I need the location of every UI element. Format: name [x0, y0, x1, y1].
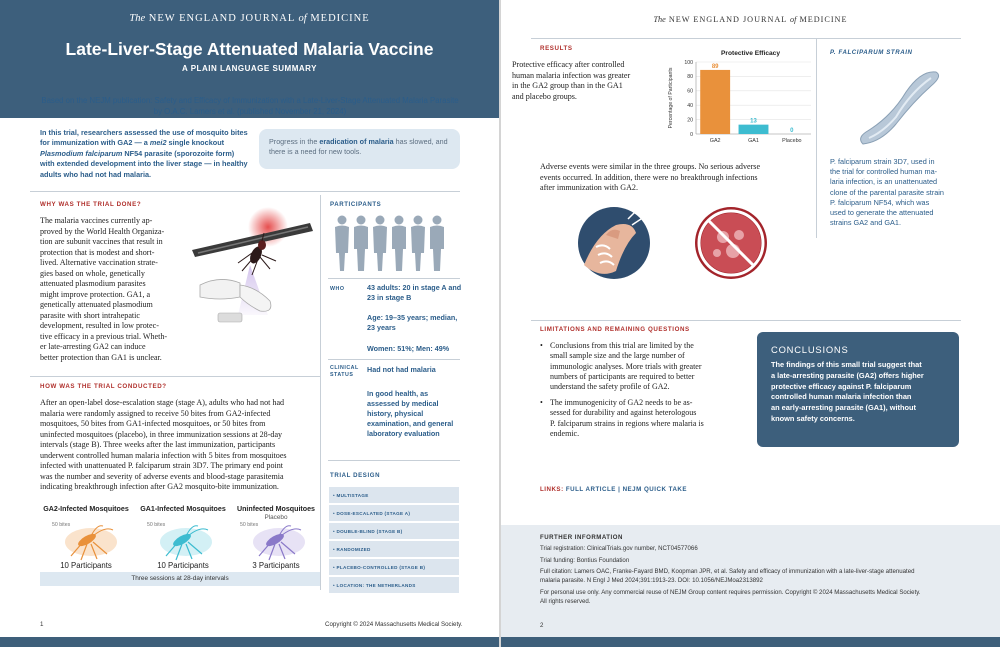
based-on-publication: Based on the NEJM publication: Safety and Efficacy of Immunization with a Late-Liver-Stage Attenuated Malaria Parasite by O.A.C. Lamers et al. (published November 21, 2024) — [41, 96, 459, 116]
placebo-bites: 50 bites — [240, 522, 259, 528]
design-item: • LOCATION: THE NETHERLANDS — [329, 577, 459, 594]
ga1-mosquito-icon — [150, 522, 220, 562]
chart-y-tick-label: 40 — [687, 103, 693, 109]
how-text: After an open-label dose-escalation stage (stage A), adults who had not had malaria were randomly assigned to receive 50 bites from GA2-infected mosquitoes, 50 bites from GA1-infected mosquitoes, or 50 bites from uninfected mosquitoes (placebo), in three immunization sessions at 28-day intervals (stage B). Three weeks after the last immunization, participants underwent controlled human malaria infection with 5 bites from mosquitoes infected with unattenuated P. falciparum strain 3D7. The primary end point was the number and severity of adverse events and blood-stage parasitemia indicating breakthrough infection after GA2 mosquito-bite immunization. — [40, 398, 287, 491]
arm-scratch-illustration — [576, 205, 652, 281]
ga2-count: 10 Participants — [60, 561, 112, 570]
design-item: • DOSE-ESCALATED (STAGE A) — [329, 505, 459, 522]
journal-masthead: The NEW ENGLAND JOURNAL of MEDICINE — [653, 15, 848, 24]
limitations-heading: LIMITATIONS AND REMAINING QUESTIONS — [540, 326, 690, 333]
ga1-bites: 50 bites — [147, 522, 166, 528]
links-bar: LINKS: FULL ARTICLE | NEJM QUICK TAKE — [540, 486, 688, 493]
page-2 — [501, 0, 1000, 647]
mosquito-bite-illustration — [190, 205, 320, 335]
ga2-mosquito-icon — [55, 522, 125, 562]
group-placebo-title: Uninfected Mosquitoes — [236, 505, 316, 513]
divider — [531, 38, 961, 39]
how-heading: HOW WAS THE TRIAL CONDUCTED? — [40, 383, 167, 390]
chart-bar-ga2 — [700, 70, 730, 134]
participants-heading: PARTICIPANTS — [330, 201, 382, 208]
divider — [328, 359, 460, 360]
page-bottom-band — [0, 637, 499, 647]
chart-x-tick-label: GA1 — [748, 138, 759, 144]
why-heading: WHY WAS THE TRIAL DONE? — [40, 201, 142, 208]
conclusions-text: The findings of this small trial suggest that a late-arresting parasite (GA2) offers higher protective efficacy against P. falciparum controlled human malaria infection than an early-arresting parasite (GA1), without known safety concerns. — [771, 360, 924, 423]
results-text: Protective efficacy after controlled human malaria infection was greater in the GA2 group than in the GA1 and placebo groups. — [512, 60, 631, 101]
copyright: Copyright © 2024 Massachusetts Medical Society. — [325, 621, 463, 628]
page-number: 1 — [40, 621, 44, 628]
chart-data-label: 0 — [790, 128, 794, 134]
trial-design-heading: TRIAL DESIGN — [330, 472, 381, 479]
who-label: WHO — [330, 286, 345, 292]
divider — [30, 191, 460, 192]
page-subtitle: A PLAIN LANGUAGE SUMMARY — [182, 64, 317, 73]
design-item: • DOUBLE-BLIND (STAGE B) — [329, 523, 459, 540]
chart-data-label: 89 — [711, 63, 719, 70]
why-text: The malaria vaccines currently ap- proved by the World Health Organiza- tion are subunit vaccines that result in protection that is modest and short- lived. Alternative vaccination strate- gies based on whole, genetically attenuated plasmodium parasites might improve protection. GA1, a genetically attenuated plasmodium parasite with short intrahepatic development, resulted in low protec- tive efficacy in a previous trial. Wheth- er late-arresting GA2 can induce better protection than GA1 is unclear. — [40, 216, 168, 362]
sessions-banner: Three sessions at 28-day intervals — [40, 572, 320, 586]
intro-summary: In this trial, researchers assessed the use of mosquito bites for immunization with GA2 — a mei2 single knockout Plasmodium falciparum NF54 parasite (sporozoite form) with extended development into the liver stage — in healthy adults who had not had malaria. — [40, 128, 248, 179]
column-divider — [816, 38, 817, 238]
trial-funding: Trial funding: Bontius Foundation — [540, 557, 630, 564]
chart-bar-ga1 — [739, 125, 769, 134]
ga1-count: 10 Participants — [157, 561, 209, 570]
results-heading: RESULTS — [540, 45, 573, 52]
strain-text: P. falciparum strain 3D7, used in the trial for controlled human ma- laria infection, is an unattenuated clone of the parental parasite strain P. falciparum NF54, which was used to generate the attenuated strains GA2 and GA1. — [830, 157, 944, 228]
page-number: 2 — [540, 622, 544, 629]
design-item: • PLACEBO-CONTROLLED (STAGE B) — [329, 559, 459, 576]
chart-y-tick-label: 20 — [687, 117, 693, 124]
participants-figures-icon — [330, 213, 460, 273]
journal-masthead: The NEW ENGLAND JOURNAL of MEDICINE — [129, 13, 370, 24]
chart-x-tick-label: GA2 — [709, 138, 721, 144]
clinical-status-2: In good health, as assessed by medical history, physical examination, and general laboratory evaluation — [367, 389, 454, 438]
page-title: Late-Liver-Stage Attenuated Malaria Vaccine — [65, 39, 434, 59]
who-sex: Women: 51%; Men: 49% — [367, 344, 450, 353]
clinical-status-1: Had not had malaria — [367, 365, 436, 374]
group-placebo-sub: Placebo — [264, 514, 288, 521]
page-bottom-band — [501, 637, 1000, 647]
chart-y-tick-label: 100 — [684, 59, 693, 66]
placebo-mosquito-icon — [243, 522, 313, 562]
parasite-illustration — [851, 62, 946, 152]
column-divider — [320, 195, 321, 590]
trial-registration: Trial registration: ClinicalTrials.gov number, NCT04577066 — [540, 545, 698, 552]
chart-y-tick-label: 0 — [690, 131, 693, 138]
adverse-events-text: Adverse events were similar in the three groups. No serious adverse events occurred. In addition, there were no breakthrough infections after immunization with GA2. — [540, 162, 761, 192]
full-article-link[interactable]: FULL ARTICLE — [565, 486, 616, 493]
eradication-callout: Progress in the eradication of malaria has slowed, and there is a need for new tools. — [259, 129, 460, 169]
chart-x-tick-label: Placebo — [782, 138, 802, 144]
clinical-status-label: CLINICAL STATUS — [330, 365, 359, 378]
limitation-2: • The immunogenicity of GA2 needs to be as- sessed for durability and against heterologous P. falciparum strains in regions where malaria is endemic. — [550, 398, 750, 439]
protective-efficacy-chart — [666, 58, 816, 150]
who-age: Age: 19–35 years; median, 23 years — [367, 313, 458, 332]
ga2-bites: 50 bites — [52, 522, 71, 528]
conclusions-box — [757, 332, 959, 447]
further-information-panel — [501, 525, 1000, 647]
further-heading: FURTHER INFORMATION — [540, 534, 623, 541]
design-item: • MULTISTAGE — [329, 487, 459, 504]
page-1 — [0, 0, 499, 647]
group-ga1-title: GA1-Infected Mosquitoes — [140, 505, 226, 513]
personal-use-note: For personal use only. Any commercial reuse of NEJM Group content requires permission. Copyright © 2024 Massachusetts Medical Society. All rights reserved. — [540, 589, 921, 605]
chart-y-tick-label: 60 — [687, 88, 693, 95]
quick-take-link[interactable]: NEJM QUICK TAKE — [622, 486, 688, 493]
divider — [30, 376, 320, 377]
full-citation: Full citation: Lamers OAC, Franke-Fayard BMD, Koopman JPR, et al. Safety and efficacy of immunization with a late-liver-stage attenuated malaria parasite. N Engl J Med 2024;391:1913-23. DOI: 10.1056/NEJMoa2313892 — [540, 568, 915, 584]
placebo-count: 3 Participants — [252, 561, 300, 570]
chart-title: Protective Efficacy — [721, 50, 781, 57]
group-ga2-title: GA2-Infected Mosquitoes — [43, 505, 129, 513]
no-infection-illustration — [693, 205, 769, 281]
conclusions-heading: CONCLUSIONS — [771, 344, 849, 355]
who-count: 43 adults: 20 in stage A and 23 in stage B — [367, 283, 462, 302]
limitation-1: • Conclusions from this trial are limited by the small sample size and the large number of immunologic analyses. More trials with greater numbers of participants are required to better understand the safety profile of GA2. — [550, 341, 750, 392]
divider — [531, 320, 961, 321]
chart-data-label: 13 — [750, 118, 757, 125]
design-item: • RANDOMIZED — [329, 541, 459, 558]
divider — [328, 278, 460, 279]
strain-heading: P. FALCIPARUM STRAIN — [830, 49, 913, 56]
chart-y-axis-label: Percentage of Participants — [668, 67, 674, 129]
chart-y-tick-label: 80 — [687, 74, 693, 81]
divider — [328, 460, 460, 461]
